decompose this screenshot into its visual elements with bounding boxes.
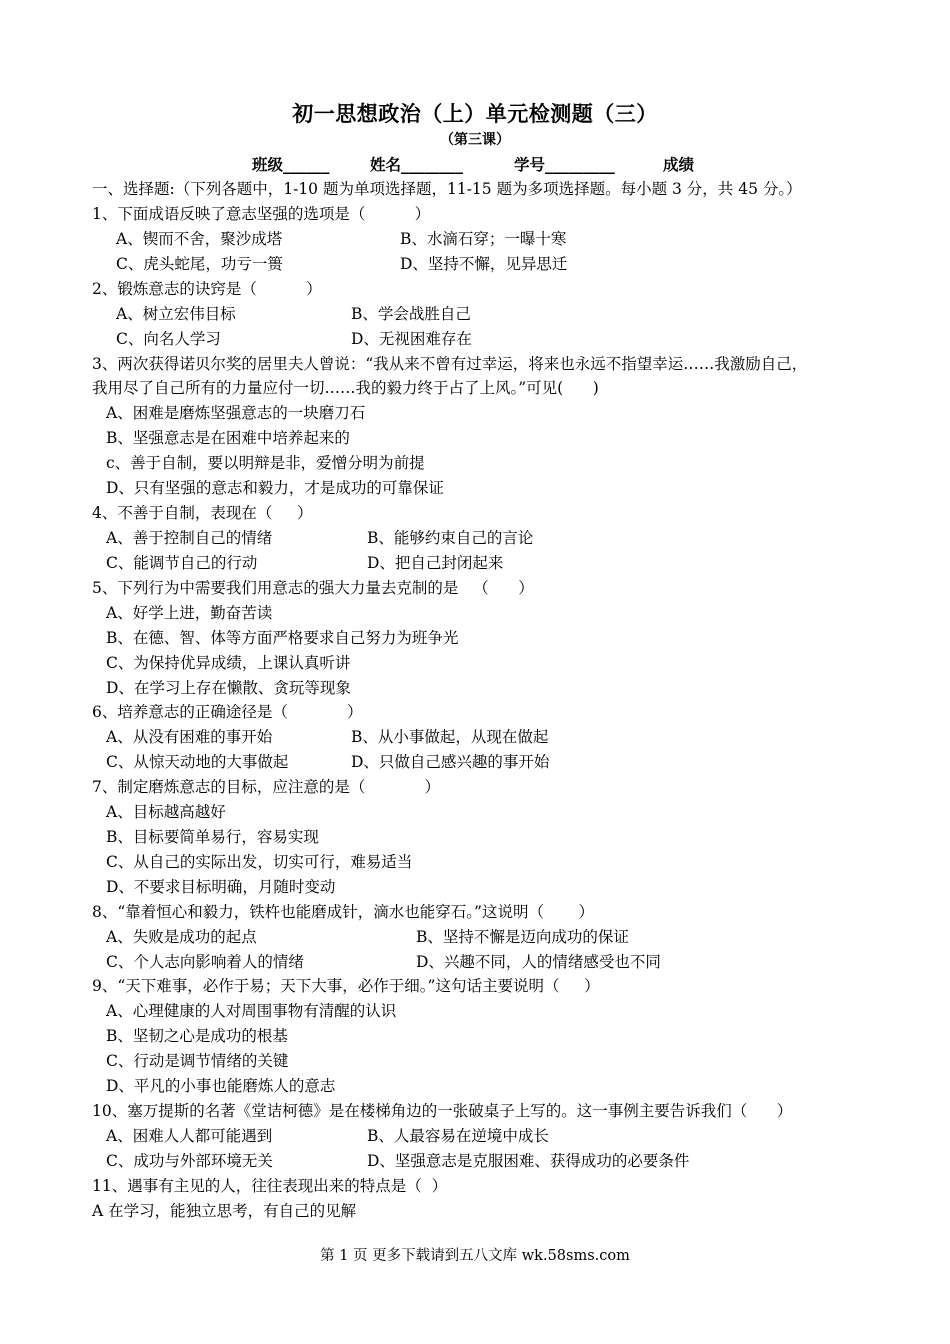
question-stem: 11、遇事有主见的人，往往表现出来的特点是（ ） xyxy=(92,1177,448,1195)
option-a: A、锲而不舍，聚沙成塔 xyxy=(116,230,283,248)
option-c: C、成功与外部环境无关 xyxy=(106,1152,273,1170)
question-stem: 10、塞万提斯的名著《堂诘柯德》是在楼梯角边的一张破桌子上写的。这一事例主要告诉我们（ ） xyxy=(92,1102,793,1120)
option-b: B、坚韧之心是成功的根基 xyxy=(106,1027,288,1045)
option-a: A、目标越高越好 xyxy=(106,803,226,821)
option-c: C、为保持优异成绩，上课认真听讲 xyxy=(106,654,351,672)
class-field: 班级______ xyxy=(252,155,330,174)
name-field: 姓名________ xyxy=(370,155,464,174)
question-stem: 7、制定磨炼意志的目标，应注意的是（ ） xyxy=(92,778,440,796)
option-c: C、向名人学习 xyxy=(116,330,221,348)
student-id-field: 学号_________ xyxy=(514,155,615,174)
option-d: D、坚强意志是克服困难、获得成功的必要条件 xyxy=(367,1152,690,1170)
question-stem: 4、不善于自制，表现在（ ） xyxy=(92,504,313,522)
option-a: A、从没有困难的事开始 xyxy=(106,728,273,746)
option-b: B、从小事做起，从现在做起 xyxy=(351,728,549,746)
option-c: C、能调节自己的行动 xyxy=(106,554,258,572)
option-b: B、学会战胜自己 xyxy=(351,305,471,323)
option-c: C、个人志向影响着人的情绪 xyxy=(106,953,304,971)
question-stem: 1、下面成语反映了意志坚强的选项是（ ） xyxy=(92,205,431,223)
option-a: A、善于控制自己的情绪 xyxy=(106,529,273,547)
option-d: D、把自己封闭起来 xyxy=(367,554,504,572)
option-a: A、树立宏伟目标 xyxy=(116,305,236,323)
option-b: B、能够约束自己的言论 xyxy=(367,529,534,547)
page-subtitle: （第三课） xyxy=(440,132,510,148)
question-stem: 3、两次获得诺贝尔奖的居里夫人曾说：“我从来不曾有过幸运，将来也永远不指望幸运……我激励自己， xyxy=(92,355,808,373)
option-b: B、在德、智、体等方面严格要求自己努力为班争光 xyxy=(106,629,459,647)
option-b: B、目标要简单易行，容易实现 xyxy=(106,828,319,846)
option-d: D、在学习上存在懒散、贪玩等现象 xyxy=(106,679,351,697)
option-d: D、兴趣不同，人的情绪感受也不同 xyxy=(416,953,661,971)
option-a: A、失败是成功的起点 xyxy=(106,928,257,946)
option-d: D、无视困难存在 xyxy=(351,330,472,348)
question-stem: 2、锻炼意志的诀窍是（ ） xyxy=(92,280,322,298)
question-stem: 6、培养意志的正确途径是（ ） xyxy=(92,703,363,721)
option-a: A、心理健康的人对周围事物有清醒的认识 xyxy=(106,1002,397,1020)
option-c: C、从惊天动地的大事做起 xyxy=(106,753,289,771)
option-b: B、水滴石穿；一曝十寒 xyxy=(400,230,567,248)
option-b: B、坚持不懈是迈向成功的保证 xyxy=(416,928,629,946)
option-d: D、平凡的小事也能磨炼人的意志 xyxy=(106,1077,336,1095)
page-footer: 第 1 页 更多下载请到五八文库 wk.58sms.com xyxy=(320,1248,630,1264)
option-a: A、好学上进，勤奋苦读 xyxy=(106,604,273,622)
option-b: B、人最容易在逆境中成长 xyxy=(367,1127,549,1145)
page-title: 初一思想政治（上）单元检测题（三） xyxy=(292,101,658,126)
option-d: D、只做自己感兴趣的事开始 xyxy=(351,753,550,771)
question-stem: 5、下列行为中需要我们用意志的强大力量去克制的是 （ ） xyxy=(92,579,534,597)
option-c: C、虎头蛇尾，功亏一篑 xyxy=(116,255,283,273)
option-c: c、善于自制，要以明辩是非，爱憎分明为前提 xyxy=(106,454,425,472)
option-a: A 在学习，能独立思考，有自己的见解 xyxy=(92,1202,357,1220)
option-d: D、坚持不懈，见异思迁 xyxy=(400,255,568,273)
option-a: A、困难是磨炼坚强意志的一块磨刀石 xyxy=(106,404,366,422)
option-d: D、不要求目标明确，月随时变动 xyxy=(106,878,336,896)
question-stem: 8、“靠着恒心和毅力，铁杵也能磨成针，滴水也能穿石。”这说明（ ） xyxy=(92,903,594,921)
option-c: C、行动是调节情绪的关键 xyxy=(106,1052,289,1070)
option-d: D、只有坚强的意志和毅力，才是成功的可靠保证 xyxy=(106,479,444,497)
question-stem-continued: 我用尽了自己所有的力量应付一切……我的毅力终于占了上风。”可见( ) xyxy=(92,379,599,397)
question-stem: 9、“天下难事，必作于易；天下大事，必作于细。”这句话主要说明（ ） xyxy=(92,977,600,995)
option-c: C、从自己的实际出发，切实可行，难易适当 xyxy=(106,853,413,871)
option-a: A、困难人人都可能遇到 xyxy=(106,1127,273,1145)
score-field: 成绩 xyxy=(663,155,695,174)
section-heading: 一、选择题:（下列各题中，1-10 题为单项选择题，11-15 题为多项选择题。每小题 3 分，共 45 分。） xyxy=(92,180,802,198)
option-b: B、坚强意志是在困难中培养起来的 xyxy=(106,429,350,447)
